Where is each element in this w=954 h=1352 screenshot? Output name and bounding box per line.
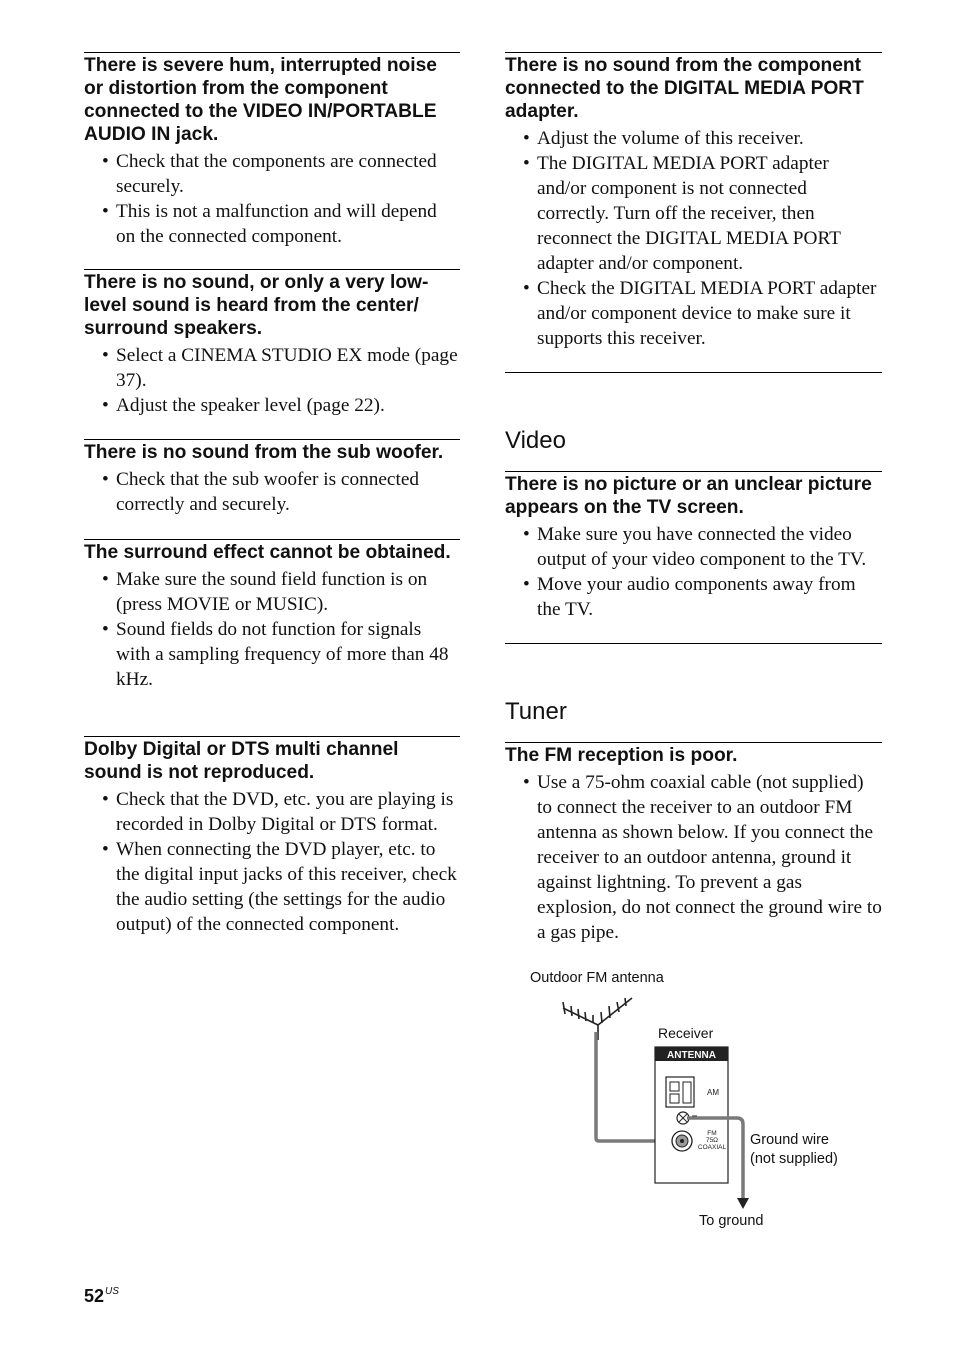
to-ground-label: To ground [699, 1213, 764, 1229]
issue-heading: The surround effect cannot be obtained. [84, 542, 451, 563]
section-divider [505, 372, 882, 426]
list-item: • Sound fields do not function for signals with a sampling frequency of more than 48 kHz. [102, 619, 449, 690]
right-column [505, 52, 882, 945]
fm-label: FM [707, 1130, 717, 1137]
issue-heading: There is no sound from the component connected to the DIGITAL MEDIA PORT adapter. [505, 55, 864, 122]
page-number: $52^{US}$ [84, 1286, 119, 1306]
list-item: • Use a 75-ohm coaxial cable (not supplied) to connect the receiver to an outdoor FM antenna as shown below. If you connect the receiver to an outdoor antenna, ground it against lightning. To prevent a gas explosion, do not connect the ground wire to a gas pipe. [523, 772, 882, 943]
receiver-panel [655, 1047, 728, 1183]
issue-section-no-picture [505, 471, 882, 643]
fm-coaxial-label: COAXIAL [697, 1144, 727, 1151]
bullet-list [84, 787, 460, 937]
issue-section-surround-effect [84, 539, 460, 736]
antenna-connection-diagram [505, 960, 882, 1235]
antenna-panel-label: ANTENNA [667, 1050, 716, 1061]
list-item: • When connecting the DVD player, etc. to the digital input jacks of this receiver, check the audio setting (the settings for the audio output) of the connected component. [102, 839, 457, 935]
list-item: • Adjust the speaker level (page 22). [102, 395, 385, 416]
am-terminal-icon [666, 1077, 694, 1107]
fm-coaxial-jack-icon [672, 1131, 692, 1151]
issue-heading: Dolby Digital or DTS multi channel sound is not reproduced. [84, 739, 399, 783]
list-item: • Check the DIGITAL MEDIA PORT adapter and/or component device to make sure it supports this receiver. [523, 278, 877, 349]
bullet-list [84, 567, 460, 692]
issue-section-digital-media-port [505, 52, 882, 372]
list-item: • Make sure the sound field function is on (press MOVIE or MUSIC). [102, 569, 428, 615]
bullet-list [84, 343, 460, 418]
bullet-list [505, 126, 882, 351]
ground-wire-note: (not supplied) [750, 1151, 838, 1167]
page-region-suffix: US [105, 1286, 119, 1297]
outdoor-fm-antenna-label: Outdoor FM antenna [530, 970, 664, 986]
section-divider [505, 643, 882, 697]
list-item: • This is not a malfunction and will depend on the connected component. [102, 201, 437, 247]
list-item: • Make sure you have connected the video output of your video component to the TV. [523, 524, 867, 570]
list-item: • Check that the components are connected securely. [102, 151, 437, 197]
receiver-label: Receiver [658, 1025, 714, 1041]
section-title-video: Video [505, 427, 566, 454]
list-item: • Check that the DVD, etc. you are playing is recorded in Dolby Digital or DTS format. [102, 789, 454, 835]
list-item: • Adjust the volume of this receiver. [523, 128, 804, 149]
issue-section-dolby-dts [84, 736, 460, 937]
list-item: • Select a CINEMA STUDIO EX mode (page 37). [102, 345, 458, 391]
list-item: • Check that the sub woofer is connected correctly and securely. [102, 469, 420, 515]
bullet-list [84, 467, 460, 517]
ground-wire-label: Ground wire [750, 1132, 829, 1148]
bullet-list [505, 522, 882, 622]
issue-section-fm-reception [505, 742, 882, 945]
issue-section-hum [84, 52, 460, 269]
issue-heading: There is no picture or an unclear picture appears on the TV screen. [505, 474, 872, 518]
left-column [84, 52, 460, 937]
issue-heading: There is no sound, or only a very low-level sound is heard from the center/ surround speakers. [84, 272, 429, 339]
bullet-list [505, 770, 882, 945]
list-item: • Move your audio components away from the TV. [523, 574, 856, 620]
section-title-tuner: Tuner [505, 698, 567, 725]
issue-heading: There is severe hum, interrupted noise or distortion from the component connected to the VIDEO IN/PORTABLE AUDIO IN jack. [84, 55, 437, 145]
bullet-list [84, 149, 460, 249]
issue-heading: The FM reception is poor. [505, 745, 738, 766]
fm-impedance-label: 75Ω [705, 1137, 719, 1144]
issue-heading: There is no sound from the sub woofer. [84, 442, 444, 463]
ground-arrow-icon [737, 1198, 749, 1209]
am-label: AM [707, 1088, 719, 1097]
list-item: • The DIGITAL MEDIA PORT adapter and/or component is not connected correctly. Turn off the receiver, then reconnect the DIGITAL MEDIA PORT adapter and/or component. [523, 153, 841, 274]
issue-section-sub-woofer [84, 439, 460, 539]
issue-section-center-surround [84, 269, 460, 439]
